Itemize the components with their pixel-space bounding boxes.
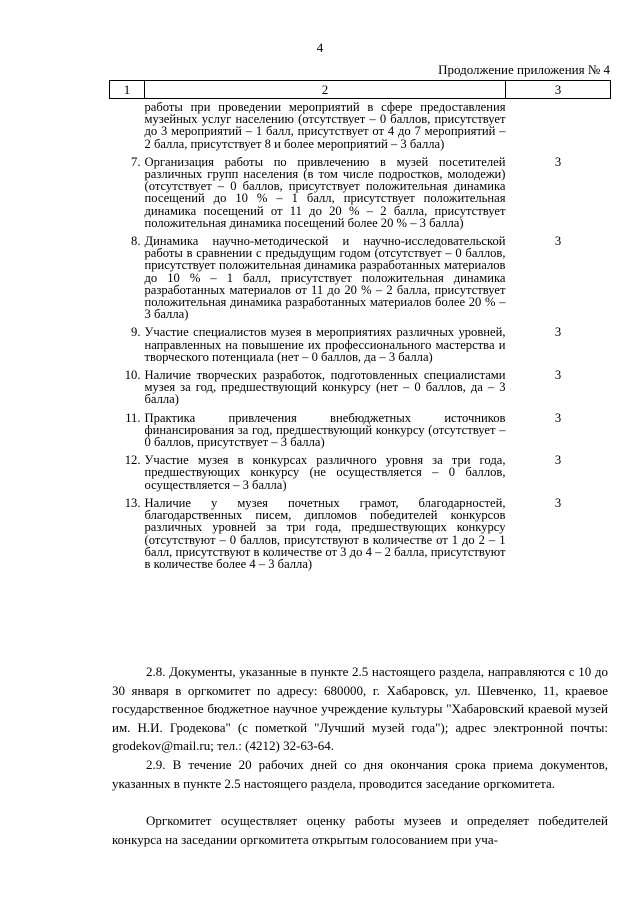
max-score: 3 [554,325,562,340]
header-col-1: 1 [110,81,145,99]
row-number: 13. [124,495,141,510]
row-number: 9. [131,325,141,340]
row-number: 10. [124,368,141,383]
table-row [110,454,611,497]
criterion-text: Динамика научно-методической и научно-исследовательской работы в сравнении с предыдущим годом (отсутствует – 0 баллов, присутствует положительная динамика разработанных материалов до 10 % – 1 балл, присутствует положительная динамика разработанных материалов от 11 до 20 % – 2 балла, присутствует положительная динамика разработанных материалов более 20 % – 3 балла) [144,234,506,322]
row-number: 7. [131,154,141,169]
table-row [110,235,611,326]
max-score [506,99,611,156]
criterion-text: Организация работы по привлечению в музей посетителей различных групп населения (в том числе подростков, молодежи) (отсутствует – 0 баллов, присутствует положительная динамика посещений до 10 % – 1 балл, присутствует положительная динамика посещений от 11 до 20 % – 2 балла, присутствует положительная динамика посещений более 20 % – 3 балла) [144,154,506,230]
max-score: 3 [554,495,562,510]
row-number: 8. [131,234,141,249]
table-row [110,99,611,156]
max-score: 3 [554,154,562,169]
header-col-3: 3 [506,81,611,99]
max-score: 3 [554,368,562,383]
criterion-text: работы при проведении мероприятий в сфере предоставления музейных услуг населению (отсутствует – 0 баллов, присутствует до 3 мероприятий – 1 балл, присутствует от 4 до 7 мероприятий – 2 балла, присутствует 8 и более мероприятий – 3 балла) [144,100,506,151]
table-row [110,369,611,412]
row-number: 11. [125,410,141,425]
criterion-text: Наличие творческих разработок, подготовленных специалистами музея за год, предшествующий конкурсу (нет – 0 баллов, да – 3 балла) [144,368,506,407]
paragraph-2-9: 2.9. В течение 20 рабочих дней со дня окончания срока приема документов, указанных в пункте 2.5 настоящего раздела, проводится заседание оргкомитета. [112,757,608,791]
max-score: 3 [554,410,562,425]
table-row [110,412,611,455]
criterion-text: Наличие у музея почетных грамот, благодарностей, благодарственных писем, дипломов победителей конкурсов различных уровней за три года, предшествующих конкурсу (отсутствуют – 0 баллов, присутствуют в количестве от 1 до 2 – 1 балл, присутствуют в количестве от 3 до 4 – 2 балла, присутствуют в количестве более 4 – 3 балла) [144,495,506,571]
criterion-text: Практика привлечения внебюджетных источников финансирования за год, предшествующий конкурсу (отсутствует – 0 баллов, присутствует – 3 балла) [144,410,506,450]
criteria-table [109,80,611,576]
row-number: 12. [124,453,141,468]
max-score: 3 [554,234,562,249]
max-score: 3 [554,453,562,468]
row-number [110,99,145,156]
criterion-text: Участие музея в конкурсах различного уровня за три года, предшествующих конкурсу (не осуществляется – 0 баллов, осуществляется – 3 балла) [144,453,506,492]
header-col-2: 2 [145,81,506,99]
paragraph-2-8: 2.8. Документы, указанные в пункте 2.5 настоящего раздела, направляются с 10 до 30 января в оргкомитет по адресу: 680000, г. Хабаровск, ул. Шевченко, 11, краевое государственное бюджетное научное учреждение культуры "Хабаровский краевой музей им. Н.И. Гродекова" (с пометкой "Лучший музей года"); адрес электронной почты: grodekov@mail.ru; тел.: (4212) 32-63-64. [112,664,608,754]
table-row [110,326,611,369]
appendix-continuation-note: Продолжение приложения № 4 [438,62,610,77]
table-header-row [110,81,611,99]
table-row [110,497,611,576]
table-row [110,156,611,235]
page-number: 4 [316,40,324,55]
criterion-text: Участие специалистов музея в мероприятиях различных уровней, направленных на повышение их профессионального мастерства и творческого потенциала (нет – 0 баллов, да – 3 балла) [144,325,506,364]
paragraph-orgcommittee: Оргкомитет осуществляет оценку работы музеев и определяет победителей конкурса на заседании оргкомитета открытым голосованием при уча- [112,813,608,847]
